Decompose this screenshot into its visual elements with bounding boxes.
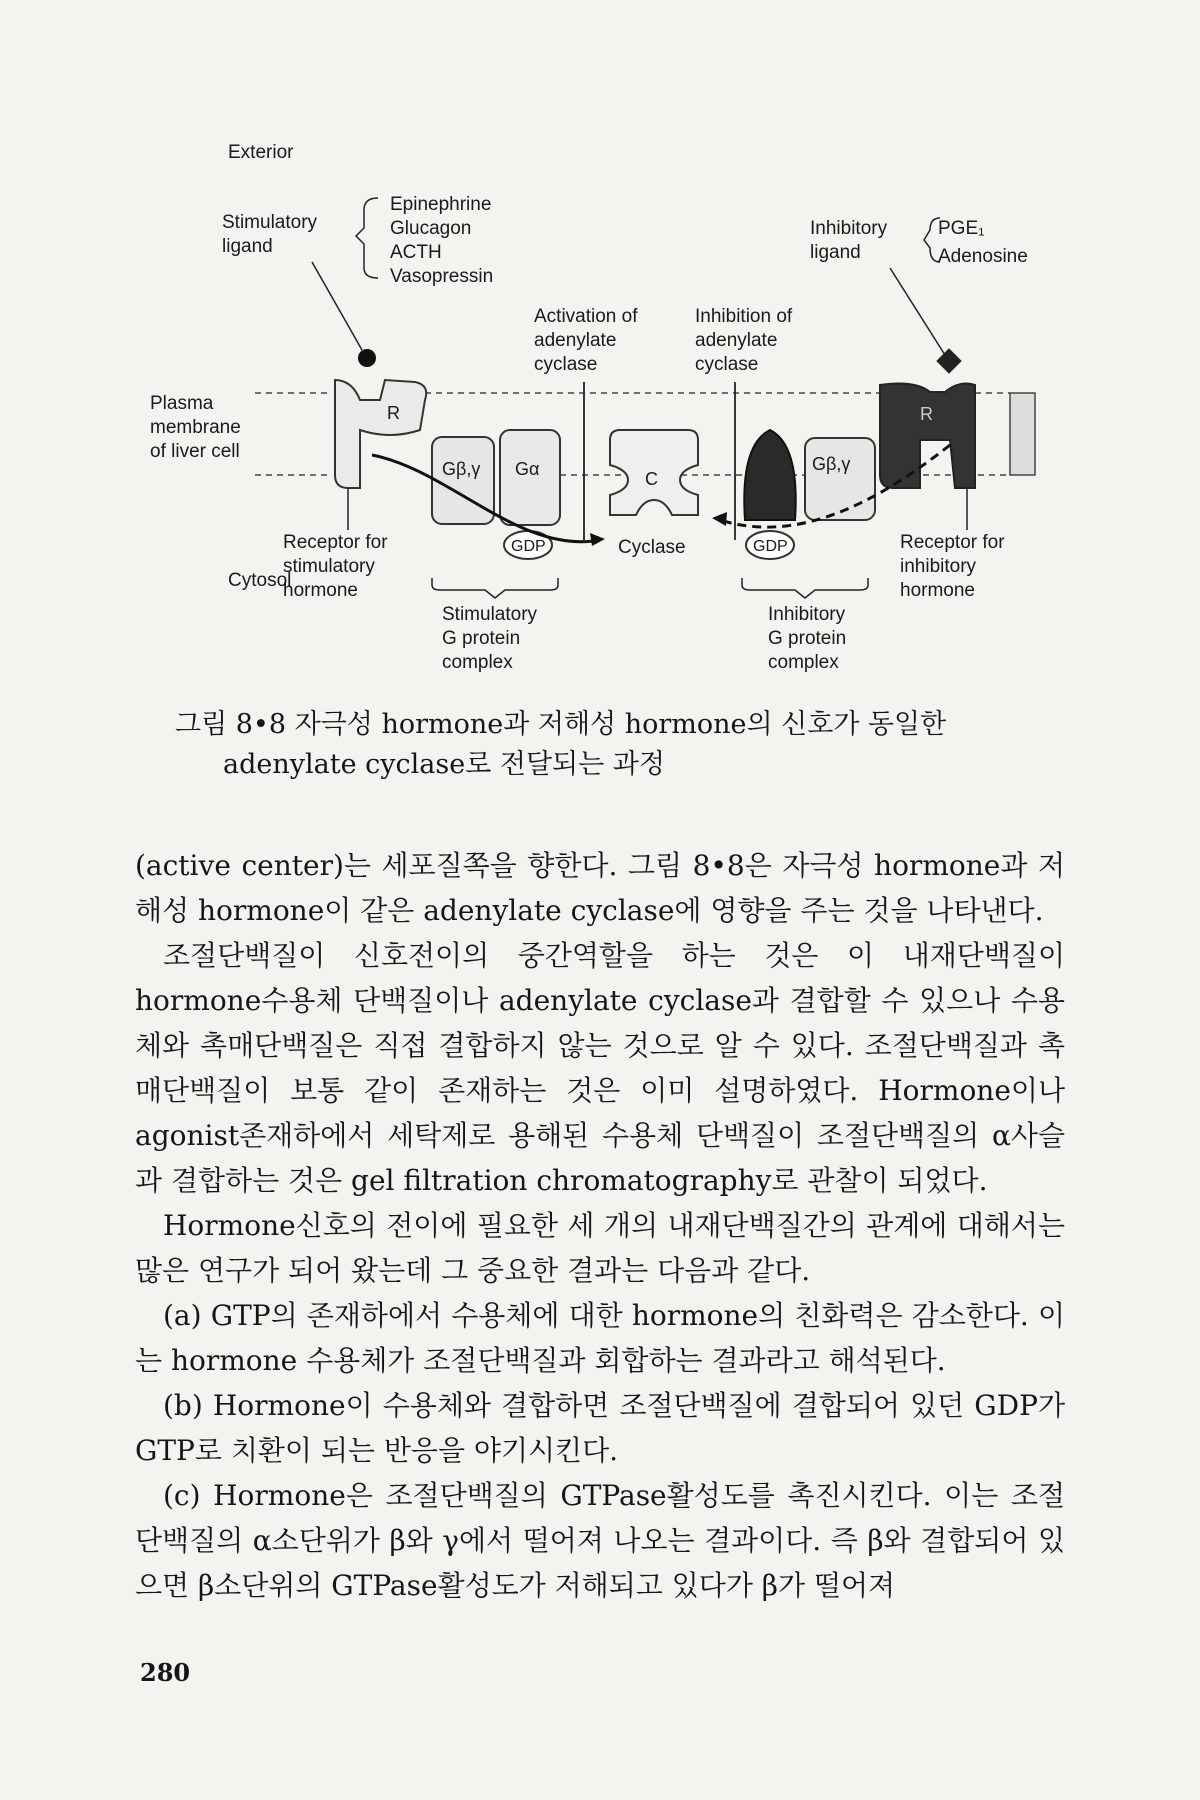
paragraph: (active center)는 세포질쪽을 향한다. 그림 8•8은 자극성 hormone과 저해성 hormone이 같은 adenylate cyclase에 영향을 주는 것을 나타낸다. (135, 849, 1065, 927)
plasma-membrane-label (150, 393, 241, 462)
svg-text:Adenosine: Adenosine (938, 246, 1028, 267)
svg-text:complex: complex (768, 652, 839, 673)
svg-text:Glucagon: Glucagon (390, 218, 472, 239)
svg-text:Gβ,γ: Gβ,γ (812, 454, 851, 474)
caption-line-2: adenylate cyclase로 전달되는 과정 (223, 749, 665, 780)
stim-g-complex-label (442, 604, 538, 673)
svg-text:Inhibitory: Inhibitory (768, 604, 846, 625)
svg-text:hormone: hormone (283, 580, 358, 601)
cytosol-label: Cytosol (228, 570, 292, 591)
svg-text:G protein: G protein (768, 628, 847, 649)
svg-text:complex: complex (442, 652, 513, 673)
paragraph: (a) GTP의 존재하에서 수용체에 대한 hormone의 친화력은 감소한다. 이는 hormone 수용체가 조절단백질과 회합하는 결과라고 해석된다. (135, 1299, 1065, 1377)
body-text (135, 843, 1065, 1608)
inhibitory-ligand-list (938, 218, 1028, 267)
inhibition-label (695, 306, 793, 375)
svg-text:hormone: hormone (900, 580, 975, 601)
svg-text:cyclase: cyclase (534, 354, 598, 375)
svg-text:Stimulatory: Stimulatory (442, 604, 538, 625)
svg-text:Receptor for: Receptor for (283, 532, 388, 553)
stimulatory-ligand-dot (358, 349, 376, 367)
svg-text:Activation of: Activation of (534, 306, 638, 327)
page-number: 280 (140, 1658, 191, 1687)
svg-text:Inhibitory: Inhibitory (810, 218, 888, 239)
stim-ligand-brace (356, 198, 378, 278)
svg-text:G protein: G protein (442, 628, 521, 649)
cyclase-label: Cyclase (618, 537, 686, 558)
inhibitory-receptor (880, 384, 975, 488)
svg-text:adenylate: adenylate (534, 330, 617, 351)
paragraph: 조절단백질이 신호전이의 중간역할을 하는 것은 이 내재단백질이 hormone수용체 단백질이나 adenylate cyclase과 결합할 수 있으나 수용체와 촉매단백질은 직접 결합하지 않는 것으로 알 수 있다. 조절단백질과 촉매단백질이 보통 같이 존재하는 것은 이미 설명하였다. Hormone이나 agonist존재하에서 세탁제로 용해된 수용체 단백질이 조절단백질의 α사슬과 결합하는 것은 gel filtration chromatography로 관찰이 되었다. (135, 939, 1065, 1197)
svg-text:membrane: membrane (150, 417, 241, 438)
svg-text:cyclase: cyclase (695, 354, 759, 375)
paragraph: (c) Hormone은 조절단백질의 GTPase활성도를 촉진시킨다. 이는 조절단백질의 α소단위가 β와 γ에서 떨어져 나오는 결과이다. 즉 β와 결합되어 있으면 β소단위의 GTPase활성도가 저해되고 있다가 β가 떨어져 (135, 1479, 1065, 1602)
svg-text:Epinephrine: Epinephrine (390, 194, 492, 215)
svg-text:ligand: ligand (222, 236, 273, 257)
g-alpha-inhib (744, 430, 795, 520)
caption-line-1: 그림 8•8 자극성 hormone과 저해성 hormone의 신호가 동일한 (175, 709, 947, 740)
svg-text:Gβ,γ: Gβ,γ (442, 459, 481, 479)
receptor-r-label: R (387, 403, 400, 423)
svg-text:PGE₁: PGE₁ (938, 218, 985, 239)
g-beta-gamma-inhib (805, 438, 875, 520)
svg-text:Stimulatory: Stimulatory (222, 212, 318, 233)
svg-text:Vasopressin: Vasopressin (390, 266, 494, 287)
stimulatory-ligand-label (222, 212, 318, 257)
paragraph: (b) Hormone이 수용체와 결합하면 조절단백질에 결합되어 있던 GDP가 GTP로 치환이 되는 반응을 야기시킨다. (135, 1389, 1065, 1467)
svg-text:ligand: ligand (810, 242, 861, 263)
stimulatory-ligand-list (390, 194, 493, 287)
svg-text:of liver cell: of liver cell (150, 441, 240, 462)
svg-text:Gα: Gα (515, 459, 540, 479)
inhib-g-complex-label (768, 604, 846, 673)
svg-text:Plasma: Plasma (150, 393, 214, 414)
svg-text:Inhibition of: Inhibition of (695, 306, 793, 327)
svg-text:GDP: GDP (753, 538, 788, 555)
svg-text:stimulatory: stimulatory (283, 556, 375, 577)
paragraph: Hormone신호의 전이에 필요한 세 개의 내재단백질간의 관계에 대해서는 많은 연구가 되어 왔는데 그 중요한 결과는 다음과 같다. (135, 1209, 1065, 1287)
svg-text:inhibitory: inhibitory (900, 556, 977, 577)
svg-text:adenylate: adenylate (695, 330, 778, 351)
inhibitory-ligand-diamond (936, 348, 961, 373)
svg-text:R: R (920, 404, 933, 424)
svg-text:C: C (645, 469, 658, 489)
hormone-signal-diagram (0, 0, 1200, 700)
stimulatory-receptor (335, 380, 426, 488)
membrane-edge (1010, 393, 1035, 475)
figure-caption (175, 705, 1075, 785)
exterior-label: Exterior (228, 142, 294, 163)
activation-label (534, 306, 638, 375)
svg-text:Receptor for: Receptor for (900, 532, 1005, 553)
receptor-stim-label (283, 532, 388, 601)
g-beta-gamma-stim (432, 437, 494, 524)
svg-text:GDP: GDP (511, 538, 546, 555)
svg-text:ACTH: ACTH (390, 242, 442, 263)
receptor-inhib-label (900, 532, 1005, 601)
inhibitory-ligand-label (810, 218, 888, 263)
